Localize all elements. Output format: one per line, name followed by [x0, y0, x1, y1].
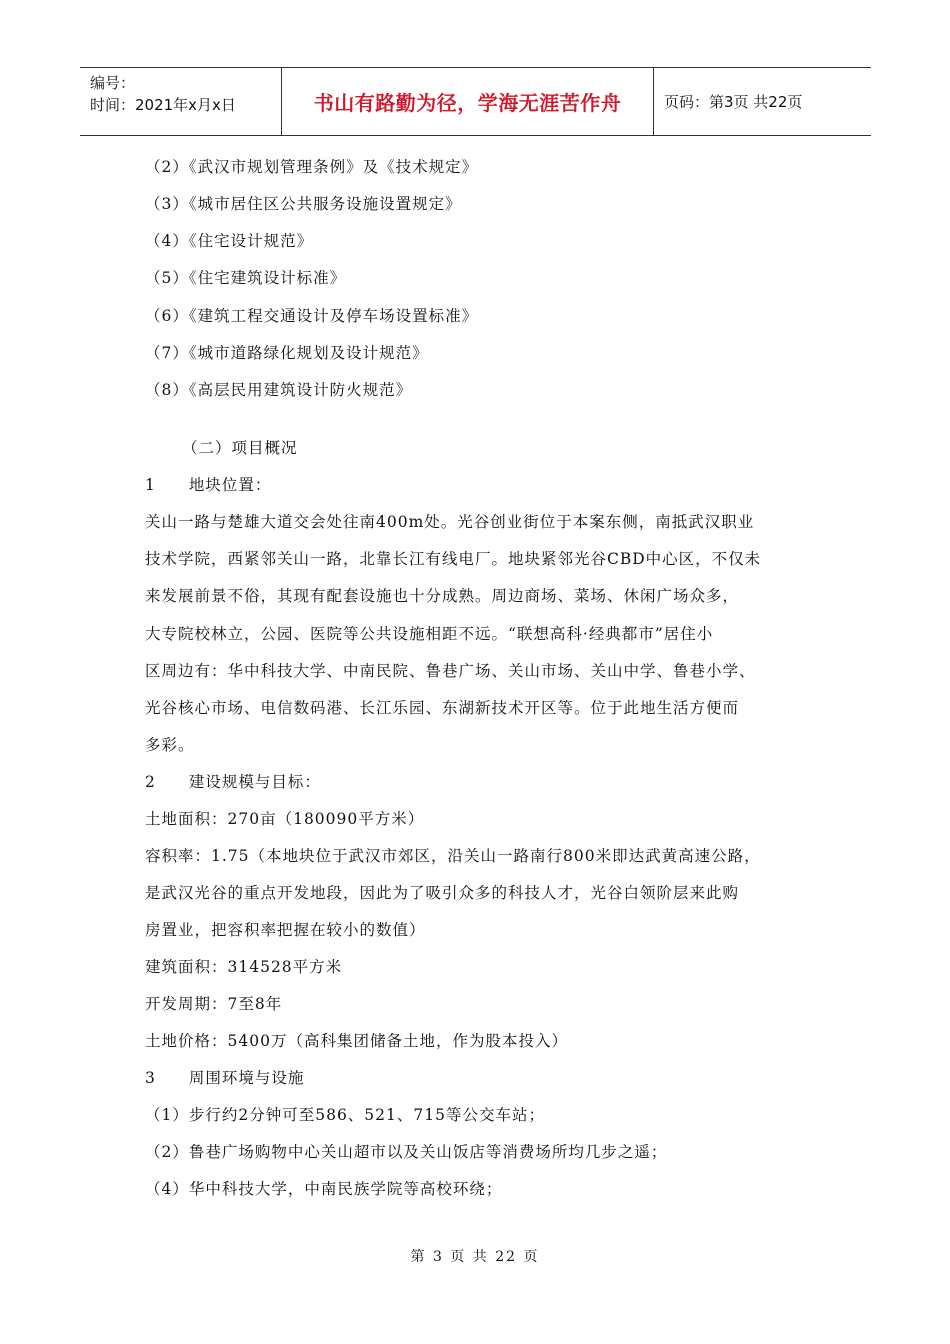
paragraph-line: 多彩。	[145, 736, 195, 754]
land-price: 土地价格：5400万（高科集团储备土地，作为股本投入）	[145, 1032, 568, 1050]
paragraph-line: 来发展前景不俗，其现有配套设施也十分成熟。周边商场、菜场、休闲广场众多，	[145, 587, 740, 605]
section-heading: （二）项目概况	[182, 439, 298, 457]
subsection-heading: 2 建设规模与目标：	[145, 773, 321, 791]
reference-item: （2）《武汉市规划管理条例》及《技术规定》	[145, 158, 479, 176]
paragraph-line: 技术学院，西紧邻关山一路，北靠长江有线电厂。地块紧邻光谷CBD中心区，不仅未	[145, 550, 762, 568]
page-footer: 第 3 页 共 22 页	[410, 1249, 540, 1265]
reference-item: （5）《住宅建筑设计标准》	[145, 269, 347, 287]
land-area: 土地面积：270亩（180090平方米）	[145, 810, 425, 828]
header-motto: 书山有路勤为径，学海无涯苦作舟	[313, 91, 622, 115]
paragraph-line: 光谷核心市场、电信数码港、长江乐园、东湖新技术开区等。位于此地生活方便而	[145, 699, 740, 717]
document-number: 编号：	[90, 74, 136, 92]
paragraph-line: 是武汉光谷的重点开发地段，因此为了吸引众多的科技人才，光谷白领阶层来此购	[145, 884, 740, 902]
header-meta	[80, 68, 282, 135]
building-area: 建筑面积：314528平方米	[145, 958, 343, 976]
reference-item: （4）《住宅设计规范》	[145, 232, 314, 250]
document-date: 时间：2021年x月x日	[90, 96, 236, 114]
paragraph-line: 容积率：1.75（本地块位于武汉市郊区，沿关山一路南行800米即达武黄高速公路，	[145, 847, 761, 865]
paragraph-line: 大专院校林立，公园、医院等公共设施相距不远。“联想高科·经典都市”居住小	[145, 625, 714, 643]
header-motto-cell	[282, 68, 654, 135]
paragraph-line: 房置业，把容积率把握在较小的数值）	[145, 921, 426, 939]
page-header	[80, 67, 871, 136]
reference-item: （3）《城市居住区公共服务设施设置规定》	[145, 195, 462, 213]
reference-item: （8）《高层民用建筑设计防火规范》	[145, 381, 413, 399]
header-page-info-cell	[654, 68, 871, 135]
header-page-info: 页码：第3页 共22页	[664, 93, 803, 111]
paragraph-line: 关山一路与楚雄大道交会处往南400m处。光谷创业街位于本案东侧，南抵武汉职业	[145, 513, 755, 531]
facility-item: （1）步行约2分钟可至586、521、715等公交车站；	[145, 1106, 545, 1124]
subsection-heading: 3 周围环境与设施	[145, 1069, 305, 1087]
development-period: 开发周期：7至8年	[145, 995, 283, 1013]
facility-item: （4）华中科技大学，中南民族学院等高校环绕；	[145, 1180, 503, 1198]
facility-item: （2）鲁巷广场购物中心关山超市以及关山饭店等消费场所均几步之遥；	[145, 1143, 668, 1161]
subsection-heading: 1 地块位置：	[145, 476, 272, 494]
paragraph-line: 区周边有：华中科技大学、中南民院、鲁巷广场、关山市场、关山中学、鲁巷小学、	[145, 662, 756, 680]
reference-item: （7）《城市道路绿化规划及设计规范》	[145, 344, 429, 362]
reference-item: （6）《建筑工程交通设计及停车场设置标准》	[145, 307, 479, 325]
